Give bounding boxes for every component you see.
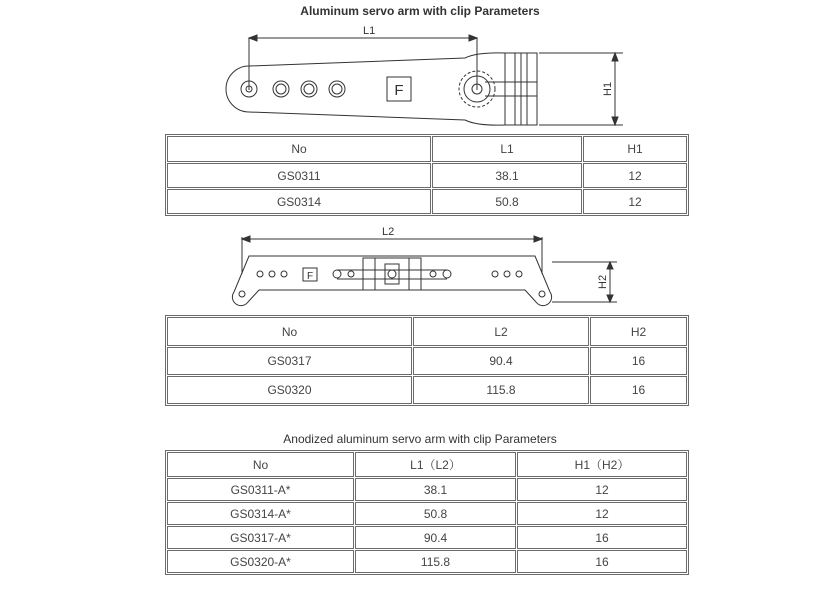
table-header-row	[167, 136, 687, 162]
l2-arrow-right	[534, 236, 542, 242]
cell: 50.8	[432, 189, 582, 214]
cell: 12	[517, 502, 687, 525]
cell: 90.4	[355, 526, 516, 549]
servo-arm-diagram-1	[215, 18, 635, 133]
spline-center	[388, 270, 396, 278]
center-hole	[430, 271, 436, 277]
cell: GS0317-A*	[167, 526, 354, 549]
arm-hole	[269, 271, 275, 277]
arm-hole	[257, 271, 263, 277]
cell: 38.1	[355, 478, 516, 501]
cell: 16	[517, 526, 687, 549]
end-hole	[539, 291, 545, 297]
header-cell: L1	[432, 136, 582, 162]
l1-label: L1	[363, 25, 376, 37]
center-hole	[443, 270, 451, 278]
h1-arrow-bottom	[612, 117, 618, 125]
cell: 115.8	[355, 550, 516, 573]
table-row	[167, 502, 687, 525]
cell: GS0314	[167, 189, 431, 214]
cell: GS0317	[167, 347, 412, 375]
header-cell: No	[167, 317, 412, 346]
header-cell: L1（L2）	[355, 452, 516, 477]
table-1	[165, 134, 689, 216]
table-row	[167, 478, 687, 501]
arm-hole	[276, 84, 286, 94]
cell: 16	[517, 550, 687, 573]
table-row	[167, 189, 687, 214]
cell: 50.8	[355, 502, 516, 525]
cell: 16	[590, 347, 687, 375]
header-cell: H2	[590, 317, 687, 346]
table-header-row	[167, 317, 687, 346]
cell: GS0320	[167, 376, 412, 404]
header-cell: L2	[413, 317, 589, 346]
table-row	[167, 347, 687, 375]
arm-hole	[492, 271, 498, 277]
table-row	[167, 526, 687, 549]
header-cell: No	[167, 452, 354, 477]
table-row	[167, 550, 687, 573]
arm-hole	[504, 271, 510, 277]
end-hole	[239, 291, 245, 297]
l2-arrow-left	[242, 236, 250, 242]
l1-arrow-right	[469, 35, 477, 41]
cell: GS0311	[167, 163, 431, 188]
center-hole	[333, 270, 341, 278]
cell: 115.8	[413, 376, 589, 404]
l1-arrow-left	[249, 35, 257, 41]
h2-arrow-top	[607, 262, 613, 269]
l2-label: L2	[382, 226, 395, 238]
table-3	[165, 450, 689, 575]
h2-label: H2	[597, 274, 609, 289]
servo-arm-diagram-2	[225, 222, 625, 312]
table-row	[167, 376, 687, 404]
spline-hub	[385, 264, 399, 284]
arm-hole	[516, 271, 522, 277]
cell: GS0320-A*	[167, 550, 354, 573]
center-hole	[348, 271, 354, 277]
f-mark-label: F	[306, 271, 314, 282]
table-2	[165, 315, 689, 406]
h2-arrow-bottom	[607, 295, 613, 302]
cell: 16	[590, 376, 687, 404]
f-mark-label: F	[394, 82, 404, 99]
table-row	[167, 163, 687, 188]
table-header-row	[167, 452, 687, 477]
arm-hole	[273, 81, 289, 97]
arm-outline	[232, 256, 551, 306]
cell: 38.1	[432, 163, 582, 188]
section-title: Anodized aluminum servo arm with clip Parameters	[283, 432, 557, 446]
arm-hole	[281, 271, 287, 277]
cell: 12	[583, 189, 687, 214]
cell: 12	[517, 478, 687, 501]
h1-arrow-top	[612, 53, 618, 61]
cell: 12	[583, 163, 687, 188]
header-cell: H1（H2）	[517, 452, 687, 477]
cell: GS0314-A*	[167, 502, 354, 525]
arm-hole	[301, 81, 317, 97]
h1-label: H1	[602, 81, 614, 96]
cell: 90.4	[413, 347, 589, 375]
header-cell: No	[167, 136, 431, 162]
cell: GS0311-A*	[167, 478, 354, 501]
clip-block	[363, 258, 421, 290]
arm-hole	[332, 84, 342, 94]
arm-hole	[304, 84, 314, 94]
page-title: Aluminum servo arm with clip Parameters	[300, 4, 540, 18]
arm-hole	[329, 81, 345, 97]
header-cell: H1	[583, 136, 687, 162]
